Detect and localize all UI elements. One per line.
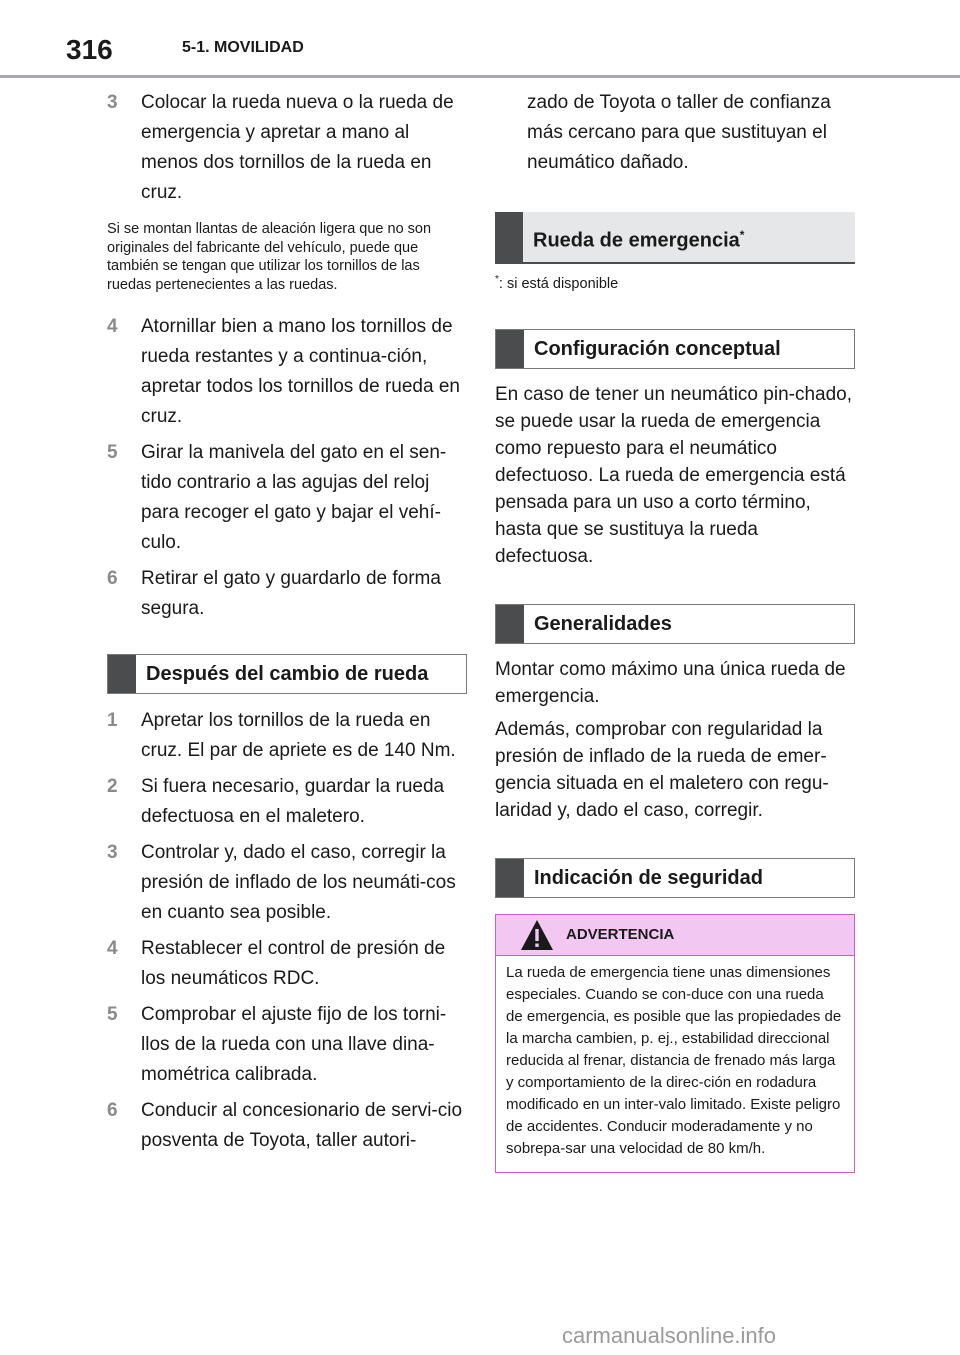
- step-item: [107, 1000, 467, 1090]
- step-text: Conducir al concesionario de servi-cio posventa de Toyota, taller autori-: [141, 1100, 463, 1151]
- heading-bar: [496, 859, 524, 897]
- general-paragraph: Además, comprobar con regularidad la presión de inflado de la rueda de emer-gencia situada en el maletero con regu-laridad y, dado el caso, corregir.: [495, 719, 829, 822]
- step-number: 6: [107, 1100, 118, 1121]
- note-text: Si se montan llantas de aleación ligera que no son originales del fabricante del vehículo, puede que también se tengan que utilizar los tornillos de las ruedas pertenecientes a las ruedas.: [107, 221, 432, 293]
- watermark: carmanualsonline.info: [562, 1323, 777, 1348]
- step-item: [107, 312, 467, 432]
- heading-general: [495, 604, 855, 644]
- step-number: 3: [107, 92, 118, 113]
- heading-text: Después del cambio de rueda: [146, 663, 429, 685]
- step-item: [107, 838, 467, 928]
- general-paragraph: Montar como máximo una única rueda de emergencia.: [495, 659, 846, 708]
- heading-text: Configuración conceptual: [534, 338, 781, 361]
- section-title: 5-1. MOVILIDAD: [182, 39, 304, 56]
- step-number: 5: [107, 442, 118, 463]
- step-item: [107, 934, 467, 994]
- step-item: [107, 1096, 467, 1156]
- step-text: Girar la manivela del gato en el sen-tido contrario a las agujas del reloj para recoger el gato y bajar el vehí-culo.: [141, 442, 447, 553]
- heading-text: Rueda de emergencia*: [533, 228, 745, 252]
- step-continuation: [495, 88, 855, 178]
- step-number: 2: [107, 776, 118, 797]
- header-divider: [0, 75, 960, 78]
- step-number: 4: [107, 938, 118, 959]
- step-item: [107, 438, 467, 558]
- step-text: Si fuera necesario, guardar la rueda defectuosa en el maletero.: [141, 776, 445, 827]
- heading-concept: [495, 329, 855, 369]
- step-text: Retirar el gato y guardarlo de forma segura.: [141, 568, 441, 619]
- step-text: Comprobar el ajuste fijo de los torni-llos de la rueda con una llave dina-mométrica calibrada.: [141, 1004, 447, 1085]
- heading-text: Indicación de seguridad: [534, 867, 763, 890]
- heading-safety: [495, 858, 855, 898]
- step-number: 3: [107, 842, 118, 863]
- heading-bar: [496, 330, 524, 368]
- heading-bar: [495, 212, 523, 262]
- step-text: Apretar los tornillos de la rueda en cruz. El par de apriete es de 140 Nm.: [141, 710, 456, 761]
- page-header: [0, 0, 960, 80]
- step-item: [107, 706, 467, 766]
- footnote: *: si está disponible: [495, 273, 619, 292]
- warning-triangle-icon: [520, 919, 554, 951]
- step-number: 5: [107, 1004, 118, 1025]
- step-item: [107, 88, 467, 208]
- concept-paragraph: En caso de tener un neumático pin-chado, se puede usar la rueda de emergencia como repuesto para el neumático defectuoso. La rueda de emergencia está pensada para un uso a corto término, hasta que se sustituya la rueda defectuosa.: [495, 384, 853, 568]
- warning-header: [496, 915, 854, 956]
- step-number: 6: [107, 568, 118, 589]
- step-number: 1: [107, 710, 118, 731]
- step-text: Colocar la rueda nueva o la rueda de emergencia y apretar a mano al menos dos tornillos de la rueda en cruz.: [141, 92, 454, 203]
- page-number: 316: [66, 34, 113, 65]
- heading-bar: [496, 605, 524, 643]
- step-text: Atornillar bien a mano los tornillos de rueda restantes y a continua-ción, apretar todos los tornillos de rueda en cruz.: [141, 316, 460, 427]
- left-column: [107, 88, 467, 1162]
- heading-text: Generalidades: [534, 613, 672, 636]
- step-item: [107, 564, 467, 624]
- step-number: 4: [107, 316, 118, 337]
- warning-text: La rueda de emergencia tiene unas dimensiones especiales. Cuando se con-duce con una rueda de emergencia, es posible que las propiedades de la marcha cambien, p. ej., estabilidad direccional reducida al frenar, distancia de frenado más larga y comportamiento de la direc-ción en rodadura modificado en un inter-valo limitado. Existe peligro de accidentes. Conducir moderadamente y no sobrepa-sar una velocidad de 80 km/h.: [506, 964, 842, 1158]
- right-column: [495, 88, 855, 1173]
- heading-after-wheel-change: [107, 654, 467, 694]
- warning-title: ADVERTENCIA: [566, 926, 675, 944]
- warning-box: [495, 914, 855, 1173]
- heading-bar: [108, 655, 136, 693]
- step-text: Restablecer el control de presión de los neumáticos RDC.: [141, 938, 446, 989]
- step-item: [107, 772, 467, 832]
- step-text: Controlar y, dado el caso, corregir la presión de inflado de los neumáti-cos en cuanto sea posible.: [141, 842, 456, 923]
- step-text: zado de Toyota o taller de confianza más cercano para que sustituyan el neumático dañado.: [527, 92, 831, 173]
- heading-spare-wheel: [495, 212, 855, 264]
